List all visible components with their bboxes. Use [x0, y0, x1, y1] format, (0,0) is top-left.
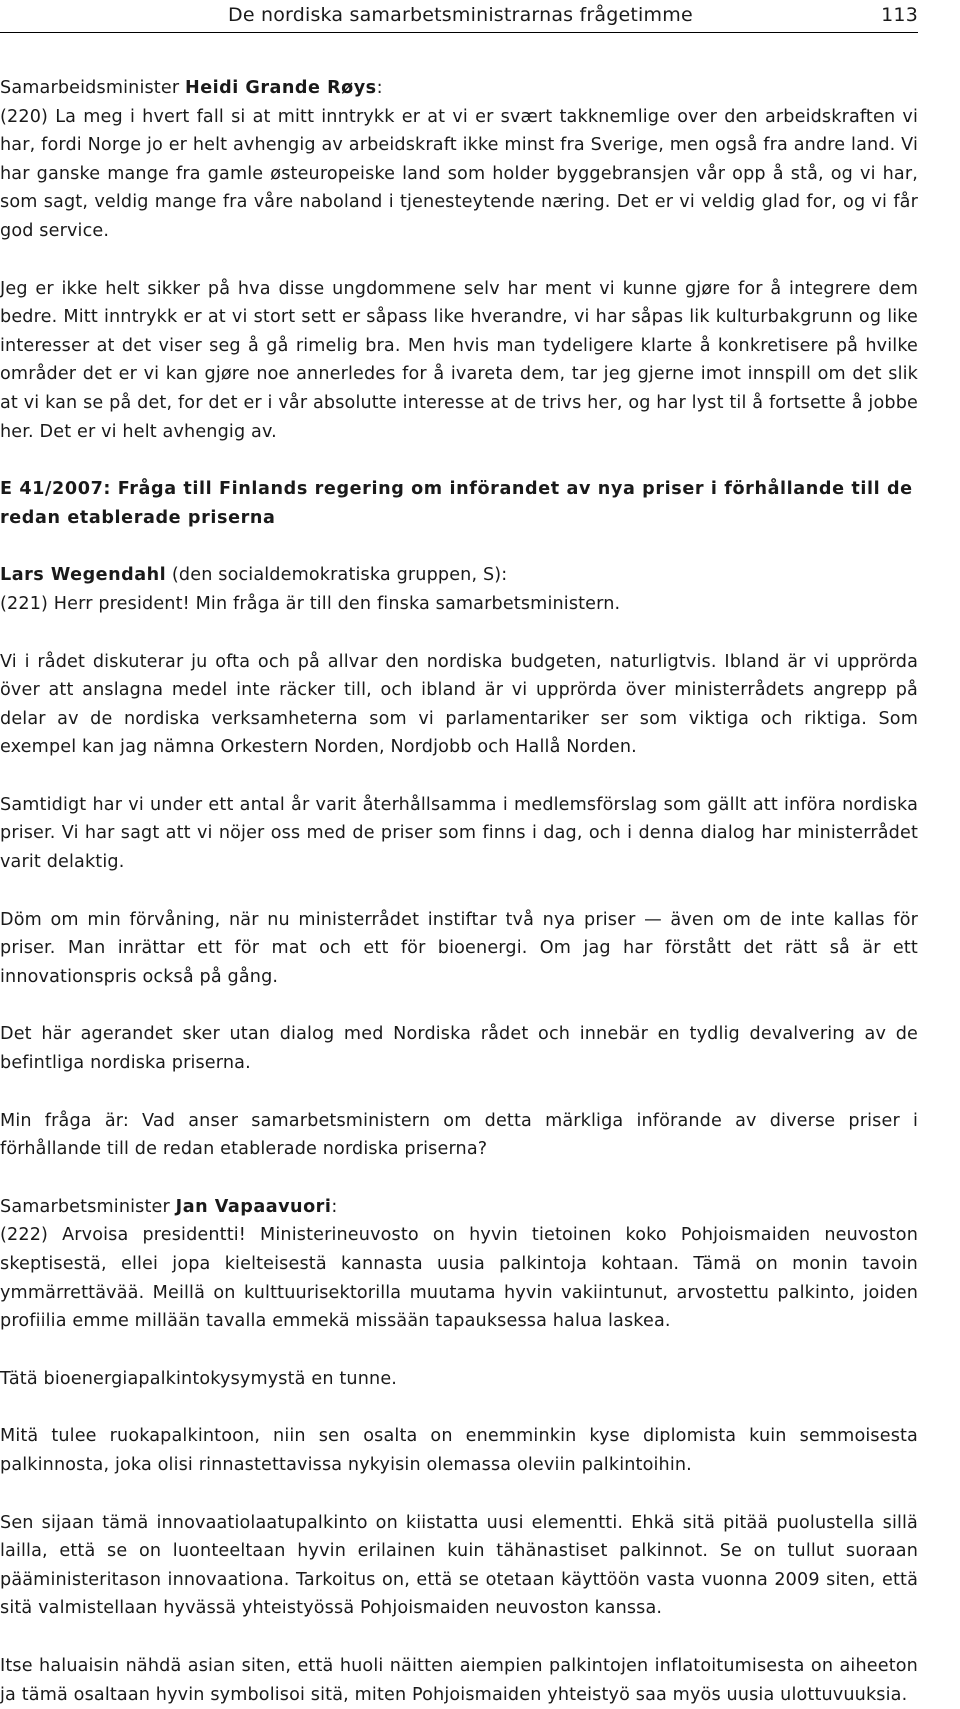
paragraph: Döm om min förvåning, när nu ministerrådet instiftar två nya priser — även om de inte kallas för priser. Man inrättar ett för mat och ett för bioenergi. Om jag har förstått det rätt så är ett innovationspris också på gång. — [0, 909, 918, 987]
speaker-name: Jan Vapaavuori — [175, 1196, 332, 1217]
paragraph: Tätä bioenergiapalkintokysymystä en tunne. — [0, 1368, 398, 1389]
speaker-name: Lars Wegendahl — [0, 565, 167, 586]
speaker-title: Samarbeidsminister — [0, 78, 180, 98]
question-heading: E 41/2007: Fråga till Finlands regering om införandet av nya priser i förhållande till de redan etablerade priserna — [0, 479, 913, 528]
paragraph: (222) Arvoisa presidentti! Ministerineuvosto on hyvin tietoinen koko Pohjoismaiden neuvoston skeptisestä, ellei jopa kielteisestä kannasta uusia palkintoja kohtaan. Tämä on monin tavoin ymmärrettävää. Meillä on kulttuurisektorilla muutama hyvin vakiintunut, arvostettu palkinto, joiden profiilia emme millään tavalla emmekä missään tapauksessa halua laskea. — [0, 1225, 918, 1332]
speaker-title: Samarbetsminister — [0, 1196, 170, 1217]
speaker-line — [0, 561, 918, 590]
paragraph: Samtidigt har vi under ett antal år varit återhållsamma i medlemsförslag som gällt att införa nordiska priser. Vi har sagt att vi nöjer oss med de priser som finns i dag, och i denna dialog har ministerrådet varit delaktig. — [0, 794, 918, 873]
running-header — [228, 0, 918, 30]
paragraph: Jeg er ikke helt sikker på hva disse ungdommene selv har ment vi kunne gjøre for å integrere dem bedre. Mitt inntrykk er at vi stort sett er såpass like hverandre, vi har såpas lik kulturbakgrunn og like interesser at det viser seg å gå rimelig bra. Men hvis man tydeligere klarte å konkretisere på hvilke områder det er vi kan gjøre noe annerledes for å ivareta dem, tar jeg gjerne imot innspill om det slik at vi kan se på det, for det er i vår absolutte interesse at de trivs her, og har lyst til å fortsette å jobbe her. Det er vi helt avhengig av. — [0, 278, 918, 442]
paragraph: Mitä tulee ruokapalkintoon, niin sen osalta on enemminkin kyse diplomista kuin semmoisesta palkinnosta, joka olisi rinnastettavissa nykyisin olemassa oleviin palkintoihin. — [0, 1426, 918, 1475]
paragraph: Sen sijaan tämä innovaatiolaatupalkinto on kiistatta uusi elementti. Ehkä sitä pitää puolustella sillä lailla, että se on luonteeltaan hyvin erilainen kuin tähänastiset palkinnot. Se on tullut suoraan pääministeritason innovaationa. Tarkoitus on, että se otetaan käyttöön vasta vuonna 2009 siten, että sitä valmistellaan hyvässä yhteistyössä Pohjoismaiden neuvoston kanssa. — [0, 1512, 918, 1619]
paragraph: Vi i rådet diskuterar ju ofta och på allvar den nordiska budgeten, naturligtvis. Ibland är vi upprörda över att anslagna medel inte räcker till, och ibland är vi upprörda över ministerrådets angrepp på delar av de nordiska verksamheterna som vi parlamentariker ser som viktiga och riktiga. Som exempel kan jag nämna Orkestern Norden, Nordjobb och Hallå Norden. — [0, 651, 918, 758]
paragraph: (220) La meg i hvert fall si at mitt inntrykk er at vi er svært takknemlige over den arbeidskraften vi har, fordi Norge jo er helt avhengig av arbeidskraft ikke minst fra Sverige, men også fra andre land. Vi har ganske mange fra gamle østeuropeiske land som holder byggebransjen vår opp å stå, og vi har, som sagt, veldig mange fra våre naboland i tjenesteytende næring. Det er vi veldig glad for, og vi får god service. — [0, 106, 918, 241]
paragraph: (221) Herr president! Min fråga är till den finska samarbetsministern. — [0, 593, 621, 614]
speaker-name: Heidi Grande Røys — [184, 78, 377, 98]
speaker-colon: : — [331, 1196, 338, 1217]
speaker-colon: : — [376, 78, 383, 98]
speaker-line — [0, 1193, 918, 1222]
speaker-line — [0, 74, 918, 103]
speaker-affiliation: (den socialdemokratiska gruppen, S): — [166, 565, 508, 586]
page-number: 113 — [881, 4, 918, 26]
paragraph: Det här agerandet sker utan dialog med Nordiska rådet och innebär en tydlig devalvering av de befintliga nordiska priserna. — [0, 1024, 918, 1074]
paragraph: Itse haluaisin nähdä asian siten, että huoli näitten aiempien palkintojen inflatoitumisesta on aiheeton ja tämä osaltaan hyvin symbolisoi sitä, miten Pohjoismaiden yhteistyö saa myös uusia ulottuvuuksia. — [0, 1655, 918, 1705]
document-body — [0, 74, 918, 1709]
paragraph: Min fråga är: Vad anser samarbetsministern om detta märkliga införande av diverse priser i förhållande till de redan etablerade nordiska priserna? — [0, 1110, 918, 1160]
header-title: De nordiska samarbetsministrarnas frågetimme — [228, 4, 693, 26]
header-rule — [0, 32, 918, 33]
